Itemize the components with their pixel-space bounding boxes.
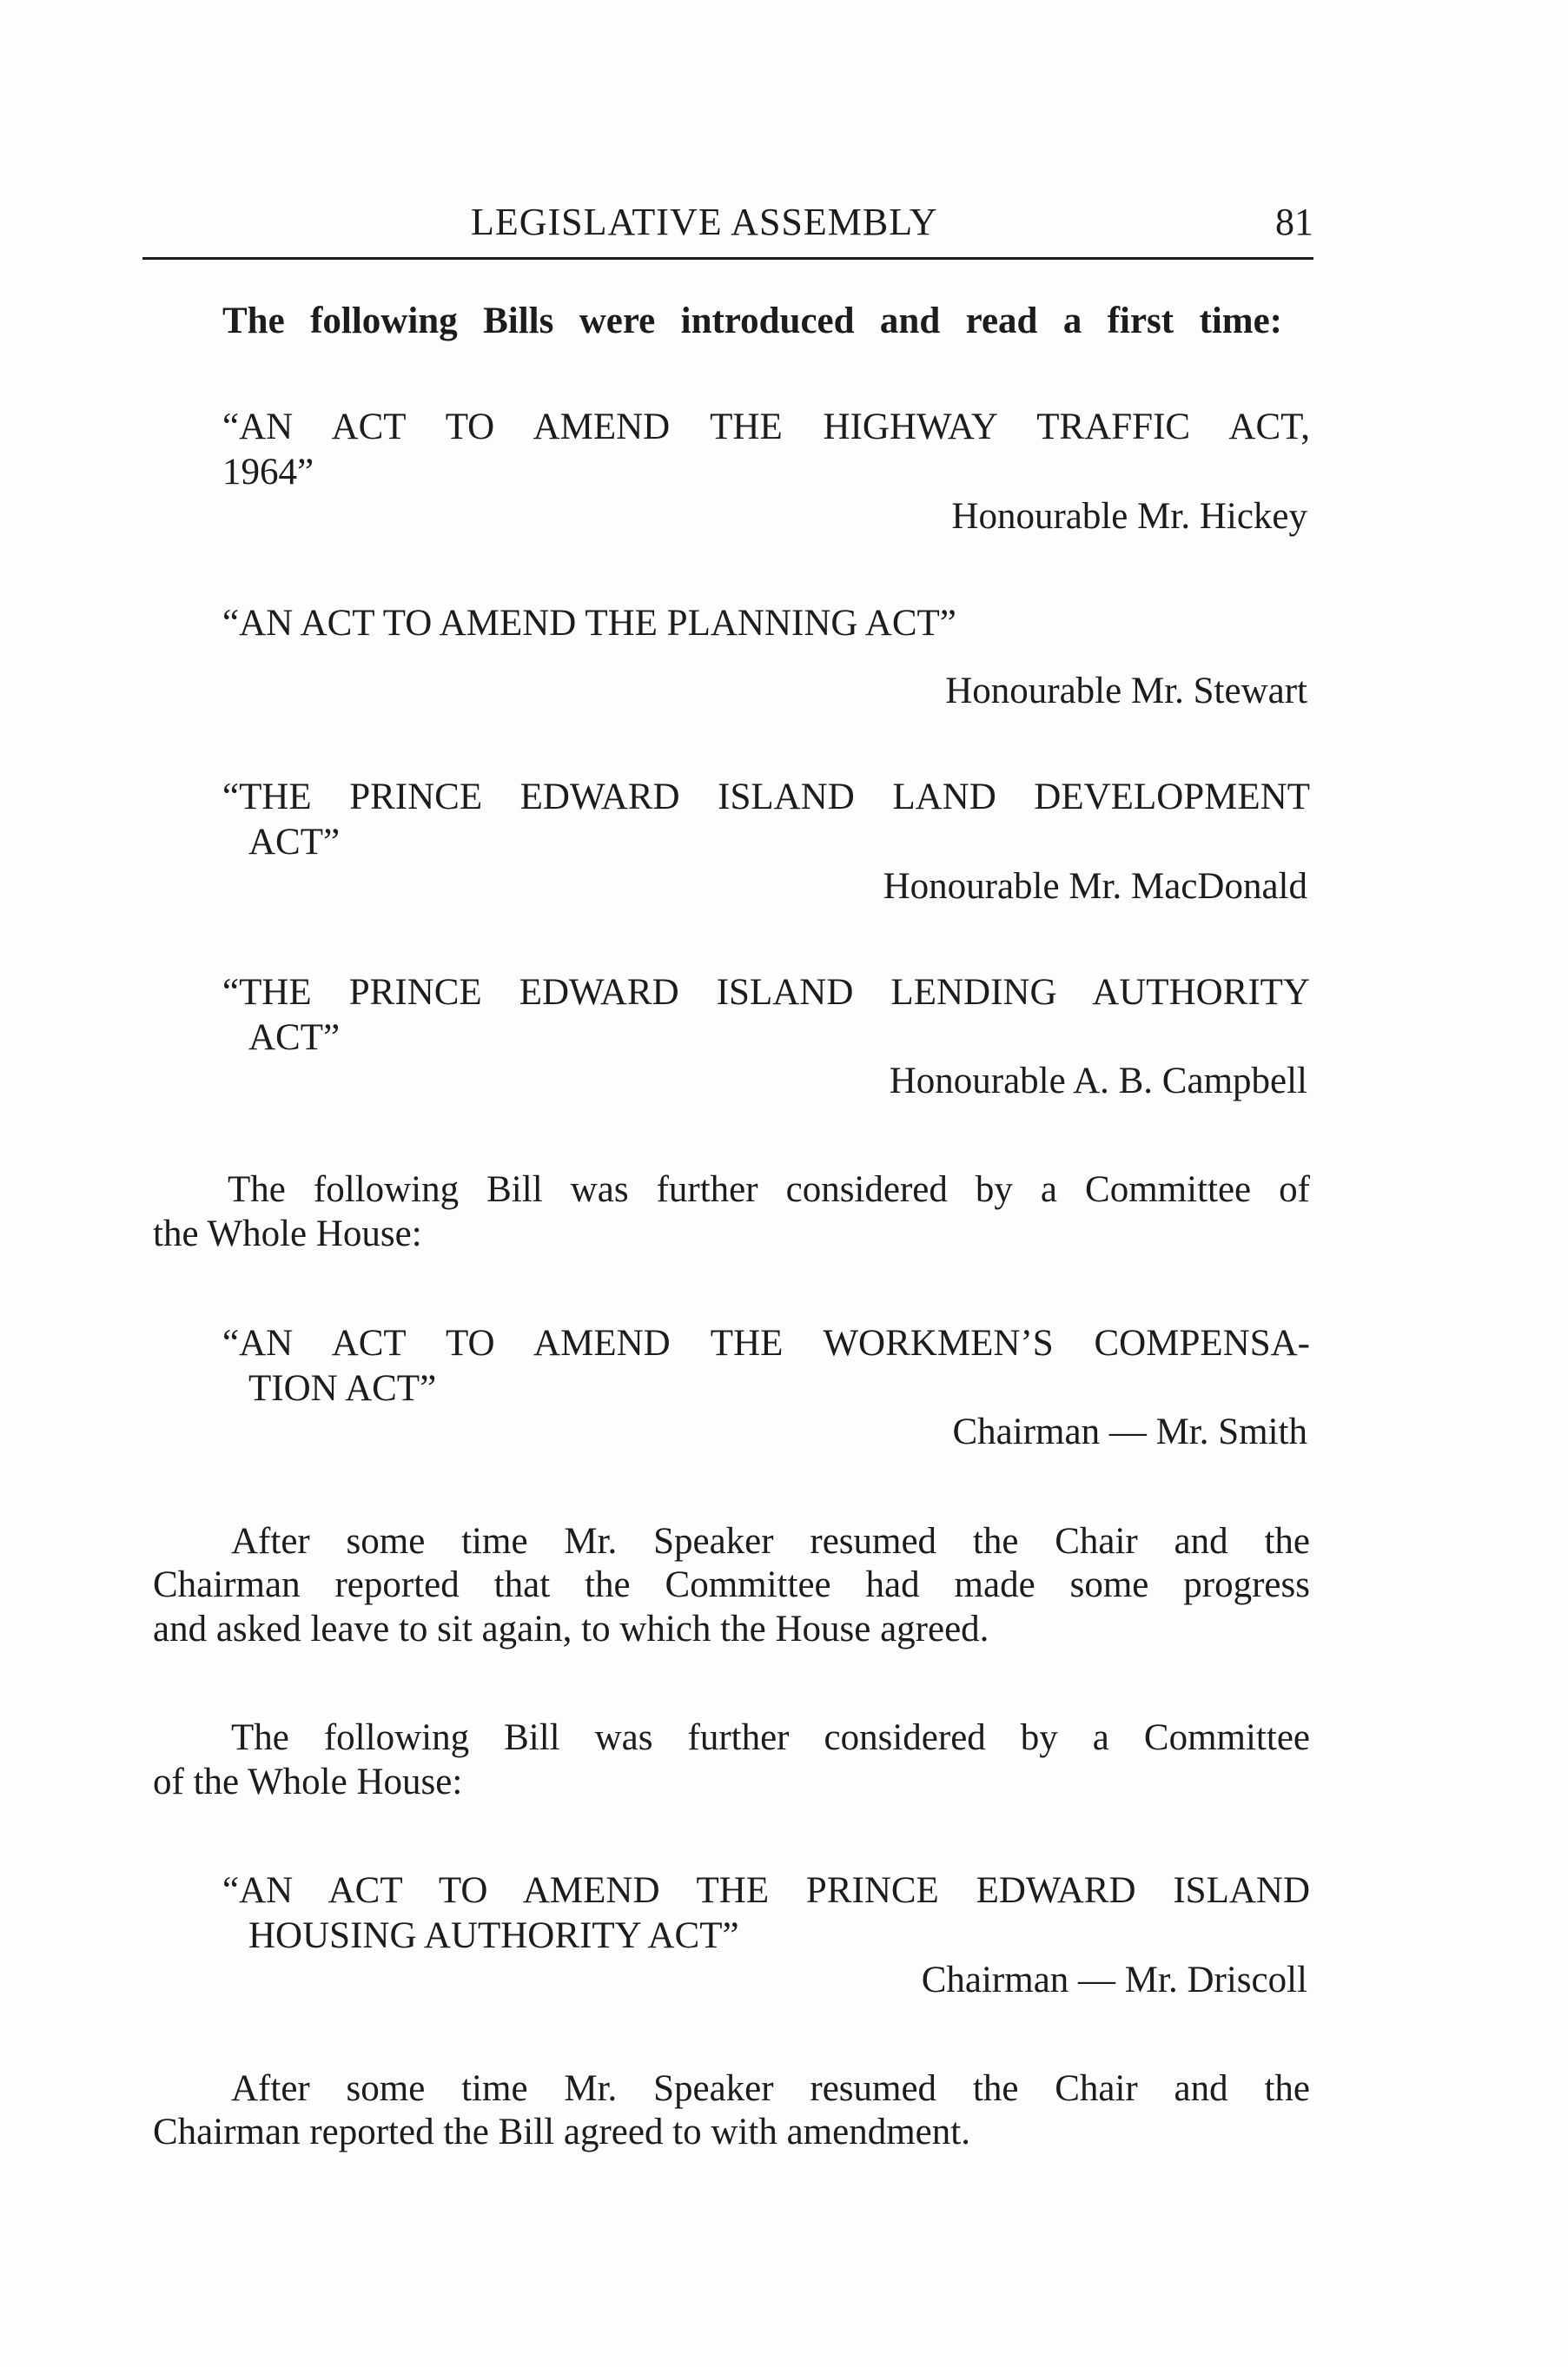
- running-title: LEGISLATIVE ASSEMBLY: [471, 201, 938, 243]
- committee-chairman: Chairman — Mr. Smith: [952, 1412, 1307, 1452]
- bill-sponsor: Honourable Mr. Hickey: [951, 496, 1307, 537]
- paragraph-line: the Whole House:: [153, 1213, 422, 1254]
- bill-title-line: “AN ACT TO AMEND THE PRINCE EDWARD ISLAND: [222, 1870, 1310, 1911]
- paragraph-line: Chairman reported that the Committee had made some progress: [153, 1564, 1310, 1605]
- paragraph-line: Chairman reported the Bill agreed to with amendment.: [153, 2112, 970, 2152]
- bill-title-line: “AN ACT TO AMEND THE PLANNING ACT”: [222, 603, 956, 644]
- bill-sponsor: Honourable Mr. Stewart: [945, 671, 1307, 711]
- committee-chairman: Chairman — Mr. Driscoll: [921, 1960, 1307, 2000]
- bill-title-line: “AN ACT TO AMEND THE HIGHWAY TRAFFIC ACT,: [222, 407, 1310, 447]
- bill-sponsor: Honourable Mr. MacDonald: [883, 866, 1307, 907]
- bill-title-line: 1964”: [222, 452, 314, 493]
- paragraph-line: of the Whole House:: [153, 1762, 463, 1802]
- paragraph-line: and asked leave to sit again, to which the House agreed.: [153, 1609, 989, 1650]
- paragraph-line: The following Bill was further considered by a Committee of: [228, 1169, 1310, 1210]
- intro-paragraph: The following Bills were introduced and read a first time:: [222, 301, 1282, 341]
- page-header: [142, 196, 1313, 260]
- bill-title-line: ACT”: [248, 822, 341, 863]
- bill-title-line: “THE PRINCE EDWARD ISLAND LENDING AUTHORITY: [222, 972, 1310, 1013]
- page-number: 81: [1275, 201, 1313, 243]
- bill-title-line: HOUSING AUTHORITY ACT”: [248, 1915, 739, 1956]
- paragraph-line: After some time Mr. Speaker resumed the Chair and the: [231, 1521, 1310, 1562]
- paragraph-line: The following Bill was further considered by a Committee: [231, 1717, 1310, 1758]
- bill-title-line: ACT”: [248, 1017, 341, 1058]
- bill-title-line: “AN ACT TO AMEND THE WORKMEN’S COMPENSA-: [222, 1323, 1310, 1364]
- paragraph-line: After some time Mr. Speaker resumed the Chair and the: [231, 2068, 1310, 2109]
- bill-sponsor: Honourable A. B. Campbell: [889, 1061, 1307, 1101]
- bill-title-line: “THE PRINCE EDWARD ISLAND LAND DEVELOPMENT: [222, 777, 1310, 817]
- bill-title-line: TION ACT”: [248, 1368, 437, 1409]
